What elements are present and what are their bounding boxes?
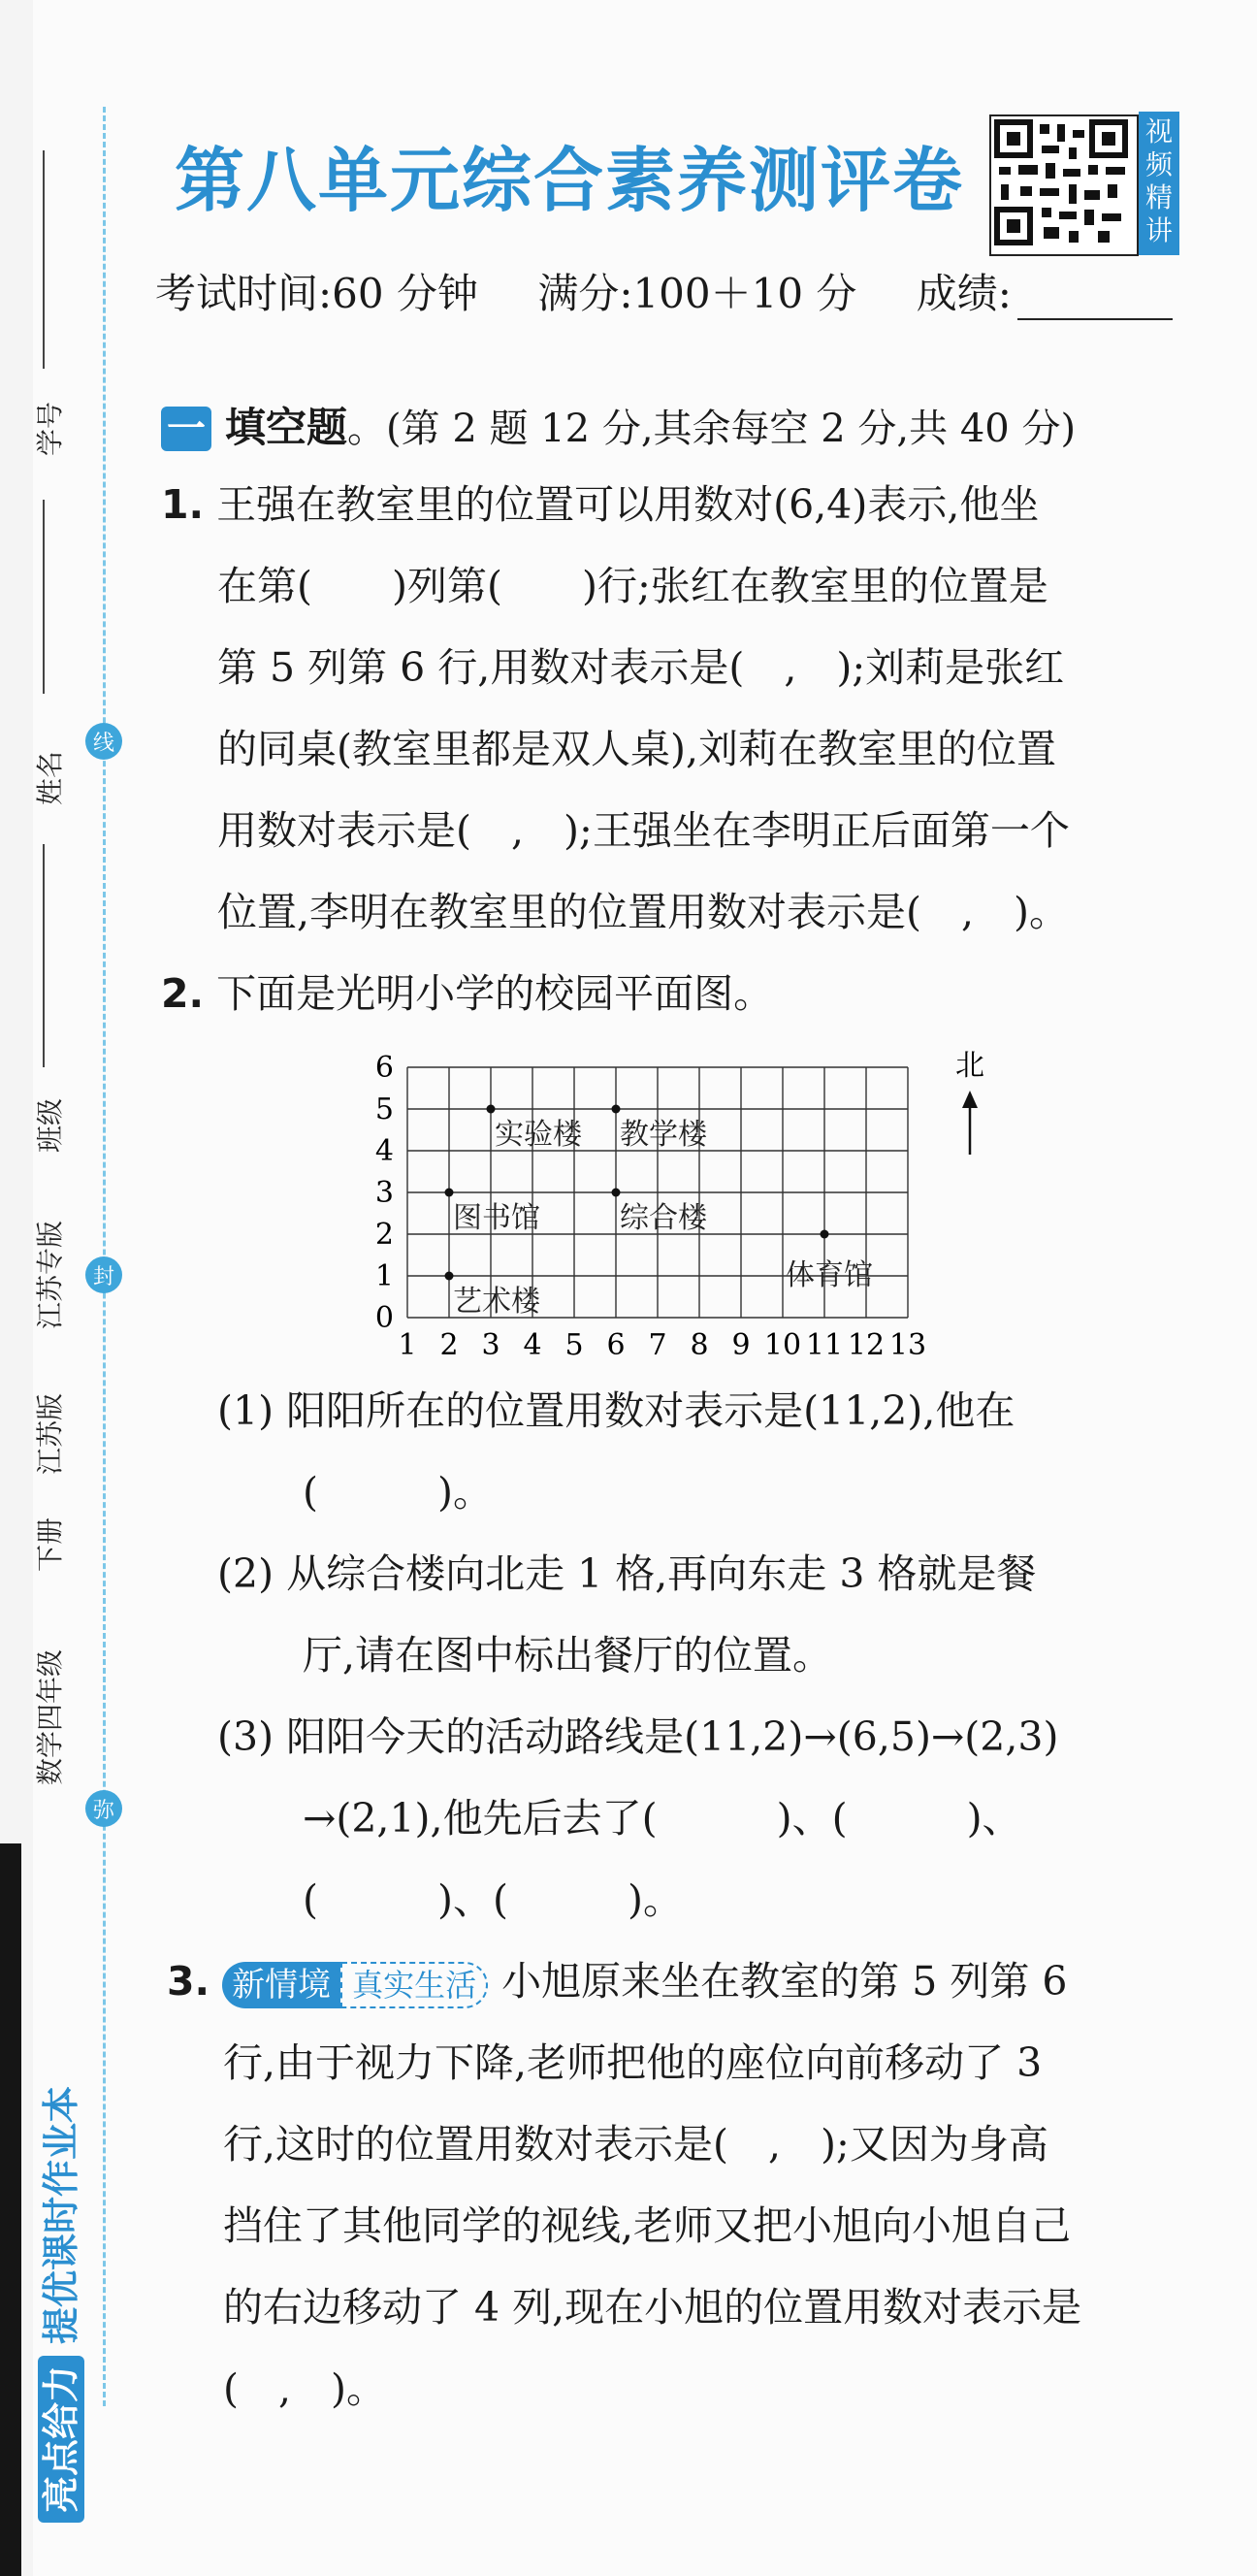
name-label: 姓名 [34,750,66,805]
q1-line-1 [161,464,1039,545]
question-number: 1. [161,481,205,528]
fold-mark-seal: 封 [85,1256,122,1293]
y-tick-label: 1 [374,1259,394,1293]
q3-line-4: 挡住了其他同学的视线,老师又把小旭向小旭自己 [223,2202,1072,2249]
class-line [43,844,45,1067]
x-tick-label: 4 [523,1328,542,1362]
full-score: 满分:100＋10 分 [537,270,857,317]
building-point [445,1272,454,1281]
q3-line-2: 行,由于视力下降,老师把他的座位向前移动了 3 [223,2039,1043,2086]
video-tag-char: 讲 [1144,214,1173,246]
question-text: 王强在教室里的位置可以用数对(6,4)表示,他坐 [216,481,1040,528]
building-label: 图书馆 [453,1201,540,1235]
q1-line-4: 的同桌(教室里都是双人桌),刘莉在教室里的位置 [217,726,1057,772]
brand-highlight: 亮点给力 [38,2356,84,2523]
student-id-label: 学号 [34,401,66,456]
north-label: 北 [955,1049,984,1083]
binding-bar [0,1843,21,2576]
score-blank[interactable] [1017,318,1173,320]
new-context-tag: 新情境 [222,1962,340,2008]
subject-grade-label: 数学四年级 [34,1648,66,1785]
building-label: 综合楼 [620,1201,707,1235]
fold-mark-line: 线 [85,723,122,760]
video-tag-char: 视 [1144,115,1173,147]
q2-sub3-line-2: →(2,1),他先后去了( )、( )、 [303,1795,1022,1842]
building-point [487,1105,496,1114]
question-number: 2. [161,970,205,1017]
fold-mark-close: 弥 [85,1790,122,1827]
y-tick-label: 3 [374,1176,394,1210]
y-tick-label: 0 [374,1301,394,1335]
x-tick-label: 2 [439,1328,459,1362]
x-tick-label: 3 [481,1328,500,1362]
binding-strip [0,0,33,2576]
x-tick-label: 7 [648,1328,667,1362]
y-tick-label: 4 [374,1134,394,1168]
building-label: 艺术楼 [453,1285,540,1319]
exam-info [155,262,1173,320]
section-heading [161,396,1076,454]
q2-sub3-line-1: (3) 阳阳今天的活动路线是(11,2)→(6,5)→(2,3) [217,1713,1059,1760]
building-point [821,1230,829,1239]
brand-text: 提优课时作业本 [40,2085,82,2344]
north-arrow-head [962,1091,978,1108]
class-label: 班级 [34,1097,66,1153]
y-tick-label: 5 [374,1092,394,1126]
question-number: 3. [167,1958,210,2005]
building-label: 教学楼 [620,1118,707,1152]
video-tag-char: 频 [1144,148,1173,180]
q3-line-5: 的右边移动了 4 列,现在小旭的位置用数对表示是 [223,2284,1082,2331]
building-point [612,1105,621,1114]
q3-line-1 [167,1940,1067,2022]
building-point [445,1189,454,1197]
y-tick-label: 2 [374,1218,394,1252]
building-label: 体育馆 [786,1258,873,1292]
q2-sub3-line-3: ( )、( )。 [303,1876,683,1923]
x-tick-label: 13 [888,1328,927,1362]
score-label: 成绩: [916,270,1012,317]
x-tick-label: 10 [763,1328,802,1362]
question-text: 小旭原来坐在教室的第 5 列第 6 [501,1958,1068,2005]
student-id-line [43,150,45,369]
qr-code[interactable] [989,114,1139,256]
x-tick-label: 12 [847,1328,886,1362]
q1-line-3: 第 5 列第 6 行,用数对表示是( , );刘莉是张红 [217,644,1065,691]
brand-logo [31,2086,84,2523]
edition-label-1: 江苏专版 [34,1220,66,1329]
x-tick-label: 8 [690,1328,709,1362]
building-label: 实验楼 [495,1118,582,1152]
name-line [43,500,45,694]
volume-label: 下册 [34,1516,66,1572]
q3-line-6: ( , )。 [223,2365,387,2412]
x-tick-label: 11 [805,1328,844,1362]
x-tick-label: 9 [731,1328,751,1362]
q2-sub1-line-2: ( )。 [303,1469,493,1516]
video-tag [1139,112,1179,255]
q2-sub1-line-1: (1) 阳阳所在的位置用数对表示是(11,2),他在 [217,1387,1015,1434]
page-title: 第八单元综合素养测评卷 [175,140,965,221]
q2-intro [161,953,773,1034]
section-title: 填空题 [225,404,348,451]
x-tick-label: 1 [398,1328,417,1362]
x-tick-label: 5 [564,1328,584,1362]
q1-line-5: 用数对表示是( , );王强坐在李明正后面第一个 [217,807,1070,854]
edition-label-2: 江苏版 [34,1392,66,1475]
campus-map-chart [369,1046,989,1366]
building-point [612,1189,621,1197]
question-text: 下面是光明小学的校园平面图。 [216,970,774,1017]
exam-time: 考试时间:60 分钟 [155,270,478,317]
section-number: 一 [161,407,211,451]
x-tick-label: 6 [606,1328,626,1362]
q1-line-6: 位置,李明在教室里的位置用数对表示是( , )。 [217,889,1070,935]
q2-sub2-line-1: (2) 从综合楼向北走 1 格,再向东走 3 格就是餐 [217,1550,1037,1597]
section-note: 。(第 2 题 12 分,其余每空 2 分,共 40 分) [347,407,1077,451]
video-tag-char: 精 [1144,181,1173,213]
y-tick-label: 6 [374,1051,394,1085]
real-life-tag: 真实生活 [340,1962,488,2008]
q1-line-2: 在第( )列第( )行;张红在教室里的位置是 [217,563,1048,609]
q2-sub2-line-2: 厅,请在图中标出餐厅的位置。 [303,1632,833,1679]
q3-line-3: 行,这时的位置用数对表示是( , );又因为身高 [223,2121,1048,2168]
